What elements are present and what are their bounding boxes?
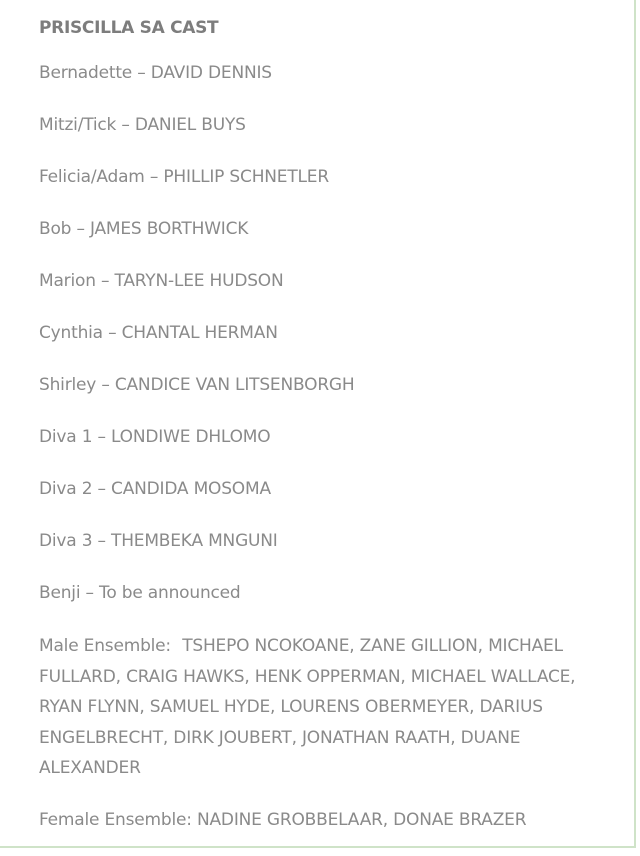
cast-list-article xyxy=(39,14,599,856)
cast-entry-felicia-adam: Felicia/Adam – PHILLIP SCHNETLER xyxy=(39,167,329,187)
cast-entry-diva-1: Diva 1 – LONDIWE DHLOMO xyxy=(39,427,271,447)
cast-entry-shirley: Shirley – CANDICE VAN LITSENBORGH xyxy=(39,375,355,395)
cast-heading: PRISCILLA SA CAST xyxy=(39,18,219,38)
cast-entry-diva-2: Diva 2 – CANDIDA MOSOMA xyxy=(39,479,271,499)
cast-entry-diva-3: Diva 3 – THEMBEKA MNGUNI xyxy=(39,531,278,551)
cast-entry-bob: Bob – JAMES BORTHWICK xyxy=(39,219,249,239)
cast-entry-mitzi-tick: Mitzi/Tick – DANIEL BUYS xyxy=(39,115,246,135)
cast-entry-bernadette: Bernadette – DAVID DENNIS xyxy=(39,63,272,83)
female-ensemble-paragraph xyxy=(39,805,599,836)
male-ensemble-names: TSHEPO NCOKOANE, ZANE GILLION, MICHAEL FULLARD, CRAIG HAWKS, HENK OPPERMAN, MICHAEL WALLACE, RYAN FLYNN, SAMUEL HYDE, LOURENS OBERMEYER, DARIUS ENGELBRECHT, DIRK JOUBERT, JONATHAN RAATH, DUANE ALEXANDER xyxy=(39,636,576,778)
cast-entry-cynthia: Cynthia – CHANTAL HERMAN xyxy=(39,323,278,343)
male-ensemble-label: Male Ensemble: xyxy=(39,636,171,656)
cast-entry-marion: Marion – TARYN-LEE HUDSON xyxy=(39,271,284,291)
female-ensemble-label: Female Ensemble: xyxy=(39,809,192,830)
cast-entry-benji: Benji – To be announced xyxy=(39,583,241,603)
male-ensemble-paragraph xyxy=(39,631,599,784)
female-ensemble-names: NADINE GROBBELAAR, DONAE BRAZER xyxy=(196,809,527,830)
